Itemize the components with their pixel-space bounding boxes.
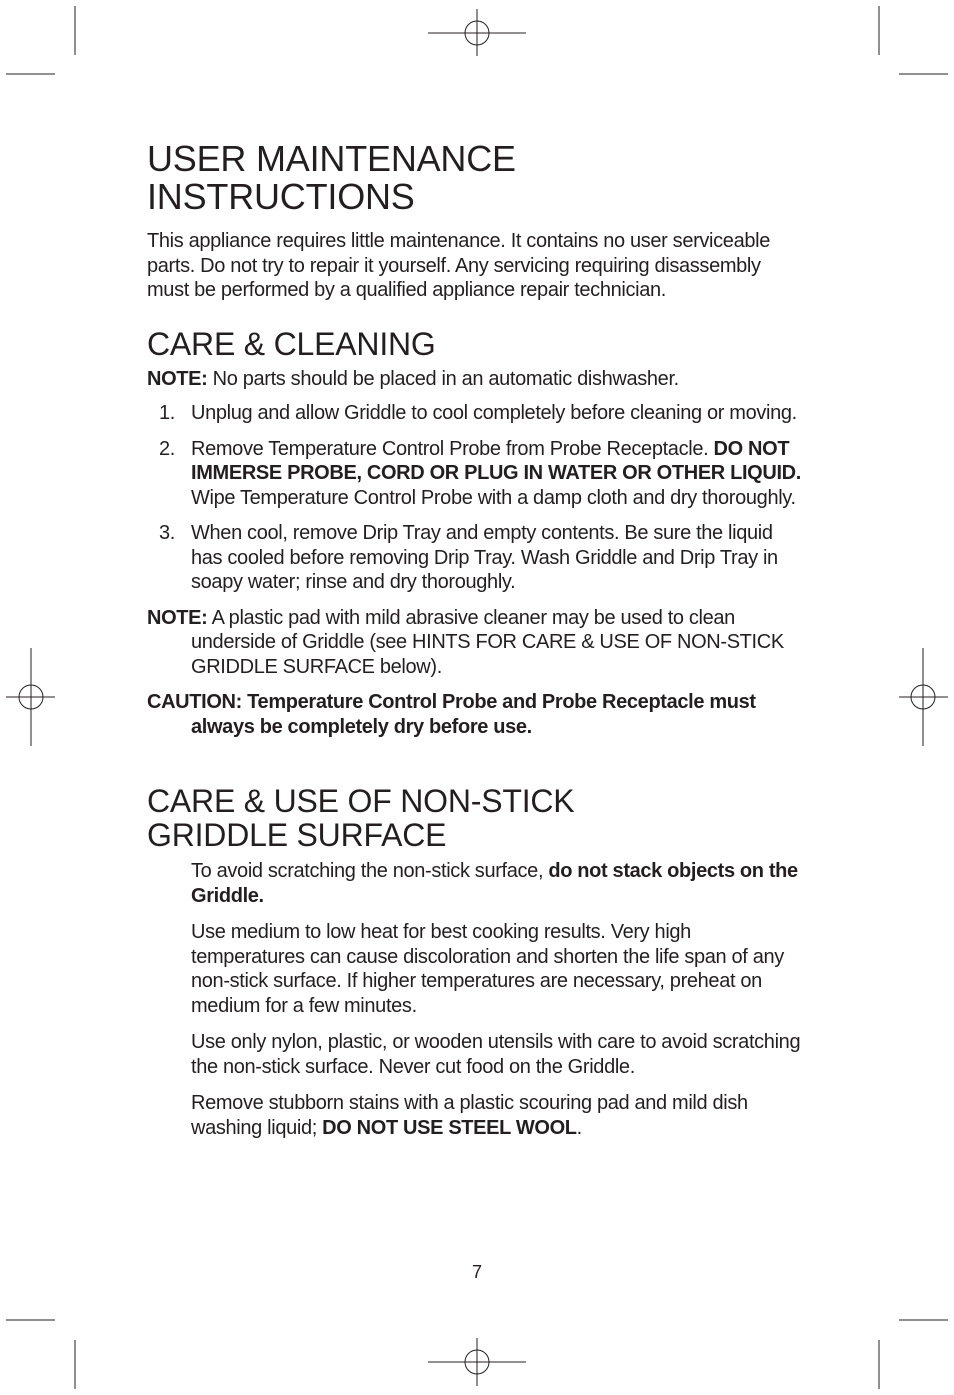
page-number: 7 <box>471 1262 482 1282</box>
stains-paragraph: Remove stubborn stains with a plastic scouring pad and mild dish washing liquid; DO NOT USE STEEL WOOL. <box>191 1092 748 1139</box>
list-item: 3. When cool, remove Drip Tray and empty contents. Be sure the liquid has cooled before removing Drip Tray. Wash Griddle and Drip Tray in soapy water; rinse and dry thoroughly. <box>159 522 778 594</box>
intro-paragraph: This appliance requires little maintenance. It contains no user serviceable parts. Do not try to repair it yourself. Any servicing requiring disassembly must be performed by a qualified appliance repair technician. <box>147 230 770 302</box>
list-item: 2. Remove Temperature Control Probe from Probe Receptacle. DO NOT IMMERSE PROBE, CORD OR PLUG IN WATER OR OTHER LIQUID. Wipe Temperature Control Probe with a damp cloth and dry thoroughly. <box>159 437 801 509</box>
list-item: 1. Unplug and allow Griddle to cool completely before cleaning or moving. <box>159 402 797 425</box>
care-use-heading: CARE & USE OF NON-STICK GRIDDLE SURFACE <box>147 783 575 854</box>
page-content <box>147 140 807 1140</box>
registration-mark-top <box>428 9 526 56</box>
dishwasher-note: NOTE: No parts should be placed in an automatic dishwasher. <box>147 367 679 390</box>
registration-mark-left <box>6 648 55 746</box>
abrasive-pad-note: NOTE: A plastic pad with mild abrasive cleaner may be used to clean underside of Griddle (see HINTS FOR CARE & USE OF NON-STICK GRIDDLE SURFACE below). <box>147 606 784 678</box>
care-cleaning-heading: CARE & CLEANING <box>147 325 436 362</box>
page-title: USER MAINTENANCE INSTRUCTIONS <box>147 138 516 218</box>
utensils-paragraph: Use only nylon, plastic, or wooden utensils with care to avoid scratching the non-stick surface. Never cut food on the Griddle. <box>191 1031 801 1078</box>
heat-paragraph: Use medium to low heat for best cooking results. Very high temperatures can cause discoloration and shorten the life span of any non-stick surface. If higher temperatures are necessary, preheat on medium for a few minutes. <box>191 921 784 1017</box>
registration-mark-bottom <box>428 1338 526 1386</box>
stacking-paragraph: To avoid scratching the non-stick surface, do not stack objects on the Griddle. <box>191 860 798 907</box>
caution-note: CAUTION: Temperature Control Probe and Probe Receptacle must always be completely dry before use. <box>147 691 756 738</box>
registration-mark-right <box>899 648 948 746</box>
cleaning-steps <box>147 401 807 595</box>
